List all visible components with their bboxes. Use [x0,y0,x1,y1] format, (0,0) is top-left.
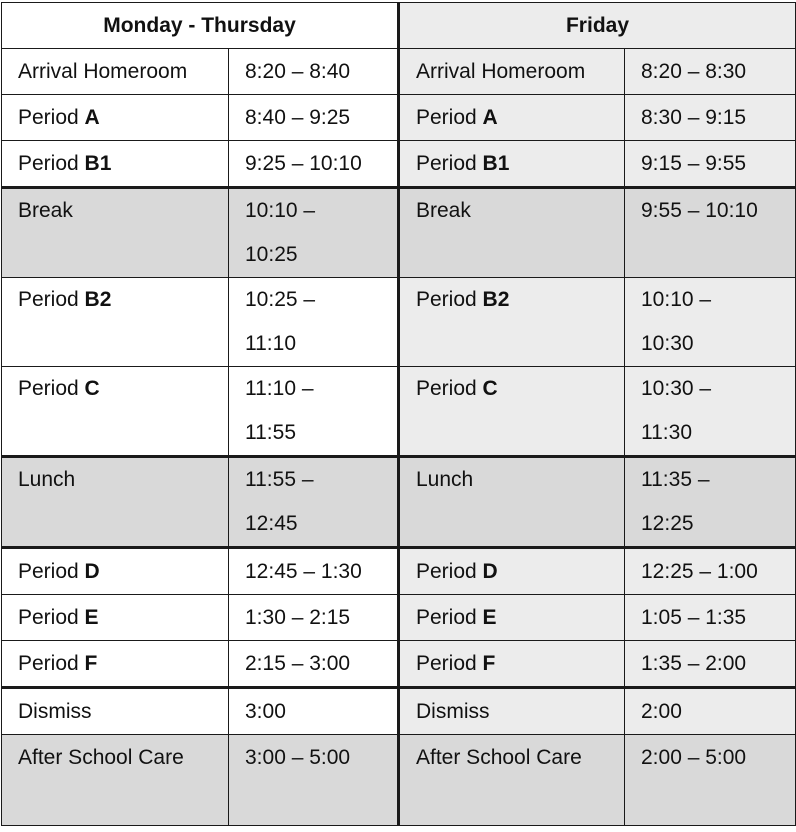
schedule-table [1,2,796,826]
f-period-cell [399,688,625,735]
f-period-label: Period [416,560,483,583]
f-period-cell [399,641,625,688]
mt-time-cell: 12:45 – 1:30 [229,548,399,595]
f-period-letter: B1 [482,152,510,175]
mt-time-cell: 2:15 – 3:00 [229,641,399,688]
table-row [2,548,796,595]
mt-time-cell [229,457,399,548]
mt-period-letter: B1 [84,152,112,175]
mt-period-label: Break [18,199,73,222]
mt-period-letter: D [84,560,100,583]
mt-time-cell: 8:20 – 8:40 [229,49,399,95]
f-period-letter: D [482,560,498,583]
f-period-cell [399,548,625,595]
mt-time-end: 10:25 [245,243,298,266]
f-time-end: 11:30 [641,421,692,444]
mt-time-end: 11:55 [245,421,296,444]
f-period-cell [399,735,625,826]
mt-period-cell [2,548,229,595]
table-row [2,595,796,641]
mt-period-cell [2,641,229,688]
mt-time-start: 11:10 – [245,377,314,400]
mt-period-letter: A [84,106,100,129]
table-row [2,95,796,141]
f-period-label: Period [416,377,483,400]
mt-time-start: 10:25 – [245,288,316,311]
mt-time-cell [229,367,399,457]
mt-period-label: After School Care [18,746,184,769]
mt-period-cell [2,141,229,188]
f-period-cell [399,278,625,367]
mt-period-cell [2,688,229,735]
f-period-label: Period [416,652,483,675]
f-time-start: 10:10 – [641,288,712,311]
mt-period-label: Period [18,106,85,129]
mt-period-label: Period [18,377,85,400]
f-time-start: 11:35 – [641,468,710,491]
f-time-end: 12:25 [641,512,694,535]
table-row [2,457,796,548]
table-row [2,49,796,95]
f-time-cell: 8:20 – 8:30 [625,49,796,95]
f-period-label: Period [416,152,483,175]
mt-time-start: 11:55 – [245,468,314,491]
f-time-cell [625,457,796,548]
f-period-cell [399,595,625,641]
mt-time-end: 12:45 [245,512,298,535]
f-time-cell: 9:15 – 9:55 [625,141,796,188]
mt-period-letter: C [84,377,100,400]
f-period-cell [399,141,625,188]
f-period-letter: C [482,377,498,400]
mt-period-label: Arrival Homeroom [18,60,188,83]
f-period-label: After School Care [416,746,582,769]
mt-time-cell [229,188,399,278]
mt-time-cell [229,278,399,367]
table-row [2,735,796,826]
f-period-label: Period [416,106,483,129]
f-period-cell [399,367,625,457]
mt-period-cell [2,735,229,826]
f-period-label: Period [416,606,483,629]
mt-period-label: Period [18,652,85,675]
mt-period-label: Period [18,152,85,175]
mt-time-cell: 8:40 – 9:25 [229,95,399,141]
mt-time-start: 10:10 – [245,199,316,222]
mt-period-cell [2,95,229,141]
mt-period-letter: B2 [84,288,112,311]
f-period-letter: A [482,106,498,129]
table-row [2,641,796,688]
mt-period-label: Dismiss [18,700,92,723]
f-time-cell: 9:55 – 10:10 [625,188,796,278]
table-row [2,188,796,278]
f-period-letter: B2 [482,288,510,311]
mt-time-end: 11:10 [245,332,296,355]
mt-period-label: Period [18,606,85,629]
header-row [2,3,796,49]
f-time-cell: 2:00 – 5:00 [625,735,796,826]
mt-period-cell [2,49,229,95]
f-time-cell: 1:05 – 1:35 [625,595,796,641]
f-period-label: Period [416,288,483,311]
table-row [2,278,796,367]
f-period-cell [399,49,625,95]
f-period-cell [399,95,625,141]
mt-time-cell: 1:30 – 2:15 [229,595,399,641]
header-friday: Friday [399,3,796,49]
mt-period-cell [2,188,229,278]
f-period-cell [399,188,625,278]
header-monday-thursday: Monday - Thursday [2,3,399,49]
mt-period-cell [2,367,229,457]
f-time-start: 10:30 – [641,377,712,400]
mt-period-letter: F [84,652,98,675]
f-period-letter: E [482,606,497,629]
f-time-cell [625,367,796,457]
f-period-label: Arrival Homeroom [416,60,586,83]
f-time-cell: 12:25 – 1:00 [625,548,796,595]
mt-period-cell [2,457,229,548]
f-time-cell: 1:35 – 2:00 [625,641,796,688]
f-period-cell [399,457,625,548]
f-period-label: Break [416,199,471,222]
mt-period-label: Period [18,288,85,311]
mt-period-label: Period [18,560,85,583]
f-time-cell: 8:30 – 9:15 [625,95,796,141]
f-time-end: 10:30 [641,332,694,355]
mt-time-cell: 3:00 [229,688,399,735]
f-period-letter: F [482,652,496,675]
mt-period-cell [2,278,229,367]
f-time-cell [625,278,796,367]
mt-time-cell: 9:25 – 10:10 [229,141,399,188]
f-period-label: Dismiss [416,700,490,723]
table-row [2,688,796,735]
mt-period-cell [2,595,229,641]
mt-period-label: Lunch [18,468,76,491]
mt-period-letter: E [84,606,99,629]
mt-time-cell: 3:00 – 5:00 [229,735,399,826]
table-row [2,367,796,457]
table-row [2,141,796,188]
f-time-cell: 2:00 [625,688,796,735]
f-period-label: Lunch [416,468,474,491]
